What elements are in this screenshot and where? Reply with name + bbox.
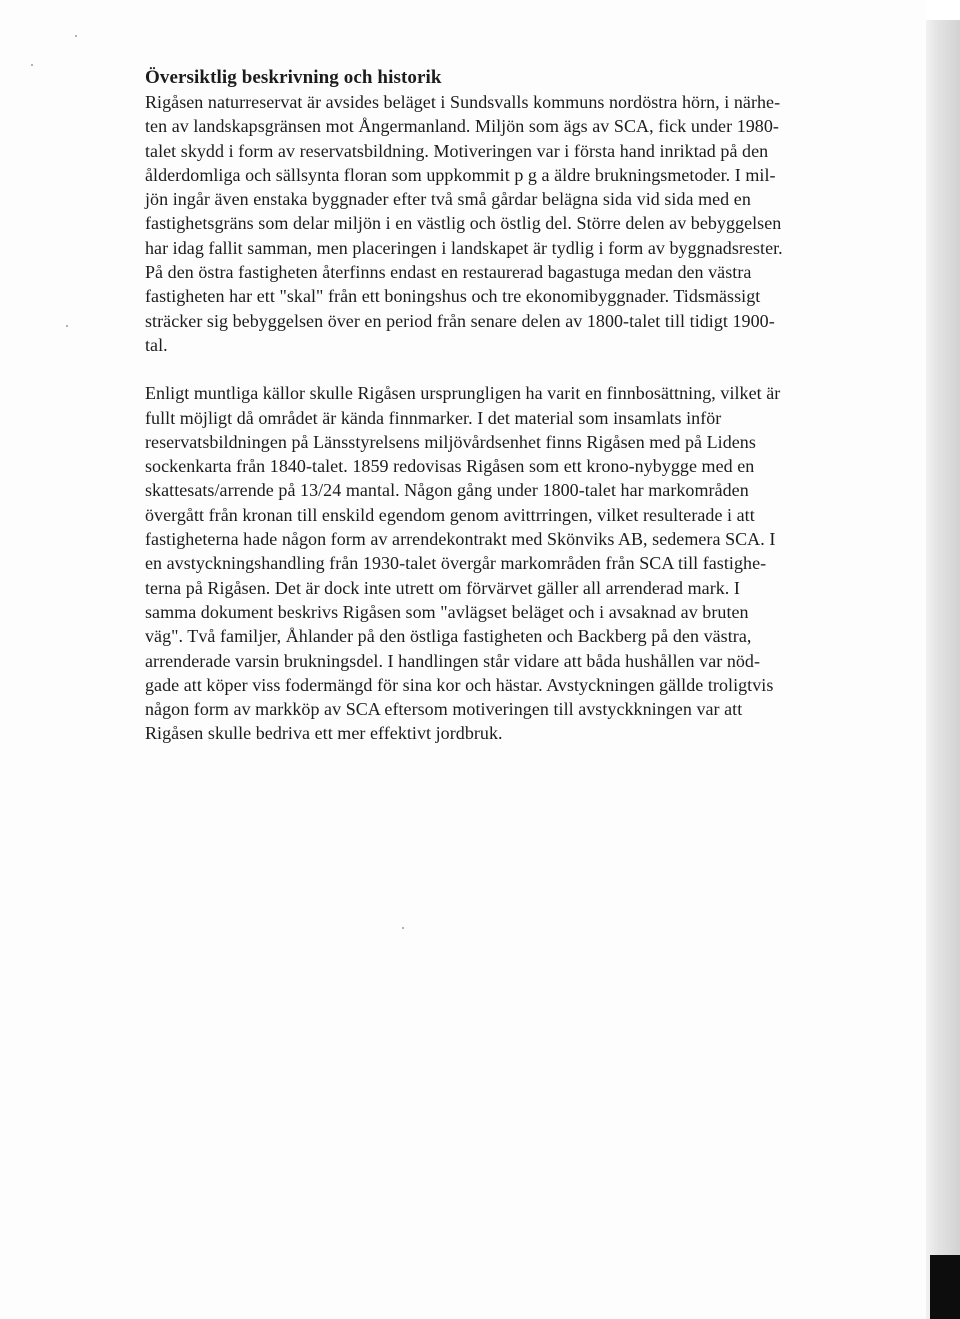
text-line: övergått från kronan till enskild egendom genom avittrringen, vilket resulterade i att — [145, 504, 755, 525]
text-line: Rigåsen skulle bedriva ett mer effektivt jordbruk. — [145, 723, 503, 744]
text-line: talet skydd i form av reservatsbildning. Motiveringen var i första hand inriktad på den — [145, 140, 769, 161]
text-line: samma dokument beskrivs Rigåsen som "avlägset beläget och i avsaknad av bruten — [145, 601, 749, 622]
scan-margin-top — [926, 0, 960, 20]
text-line: sockenkarta från 1840-talet. 1859 redovisas Rigåsen som ett krono-nybygge med en — [145, 456, 755, 477]
text-line: har idag fallit samman, men placeringen i landskapet är tydlig i form av byggnadsrester. — [145, 237, 783, 258]
scan-shadow-edge — [926, 20, 960, 1319]
paragraph-overview — [145, 90, 815, 357]
text-line: arrenderade varsin brukningsdel. I handlingen står vidare att båda hushållen var nöd- — [145, 650, 761, 671]
text-line: sträcker sig bebyggelsen över en period från senare delen av 1800-talet till tidigt 1900- — [145, 310, 775, 331]
document-body — [145, 66, 815, 746]
text-line: tal. — [145, 334, 168, 355]
text-line: någon form av markköp av SCA eftersom motiveringen till avstyckkningen var att — [145, 699, 743, 720]
text-line: ten av landskapsgränsen mot Ångermanland. Miljön som ägs av SCA, fick under 1980- — [145, 116, 779, 137]
text-line: fullt möjligt då området är kända finnmarker. I det material som insamlats inför — [145, 407, 722, 428]
text-line: fastighetsgräns som delar miljön i en västlig och östlig del. Större delen av bebyggelsen — [145, 213, 782, 234]
scan-speck — [402, 927, 404, 929]
text-line: väg". Två familjer, Åhlander på den östliga fastigheten och Backberg på den västra, — [145, 626, 752, 647]
text-line: ålderdomliga och sällsynta floran som uppkommit p g a äldre brukningsmetoder. I mil- — [145, 164, 776, 185]
text-line: skattesats/arrende på 13/24 mantal. Någon gång under 1800-talet har markområden — [145, 480, 749, 501]
text-line: en avstyckningshandling från 1930-talet övergår markområden från SCA till fastighe- — [145, 553, 767, 574]
text-line: reservatsbildningen på Länsstyrelsens miljövårdsenhet finns Rigåsen med på Lidens — [145, 431, 756, 452]
text-line: gade att köper viss fodermängd för sina kor och hästar. Avstyckningen gällde troligtvis — [145, 674, 774, 695]
text-line: fastigheterna hade någon form av arrendekontrakt med Skönviks AB, sedemera SCA. I — [145, 529, 776, 550]
text-line: fastigheten har ett "skal" från ett boningshus och tre ekonomibyggnader. Tidsmässigt — [145, 286, 761, 307]
text-line: Rigåsen naturreservat är avsides beläget i Sundsvalls kommuns nordöstra hörn, i närhe- — [145, 92, 781, 112]
text-line: Enligt muntliga källor skulle Rigåsen ursprungligen ha varit en finnbosättning, vilket är — [145, 383, 781, 404]
section-heading: Översiktlig beskrivning och historik — [145, 67, 442, 88]
paragraph-spacer — [145, 357, 815, 381]
scan-speck — [31, 64, 33, 66]
scan-speck — [66, 325, 68, 327]
paragraph-history — [145, 381, 815, 745]
text-line: terna på Rigåsen. Det är dock inte utrett om förvärvet gäller all arrenderad mark. I — [145, 577, 740, 598]
text-line: På den östra fastigheten återfinns endast en restaurerad bagastuga medan den västra — [145, 262, 752, 283]
scan-dark-corner — [930, 1255, 960, 1319]
text-line: jön ingår även enstaka byggnader efter två små gårdar belägna sida vid sida med en — [145, 189, 751, 210]
scan-speck — [75, 35, 77, 37]
